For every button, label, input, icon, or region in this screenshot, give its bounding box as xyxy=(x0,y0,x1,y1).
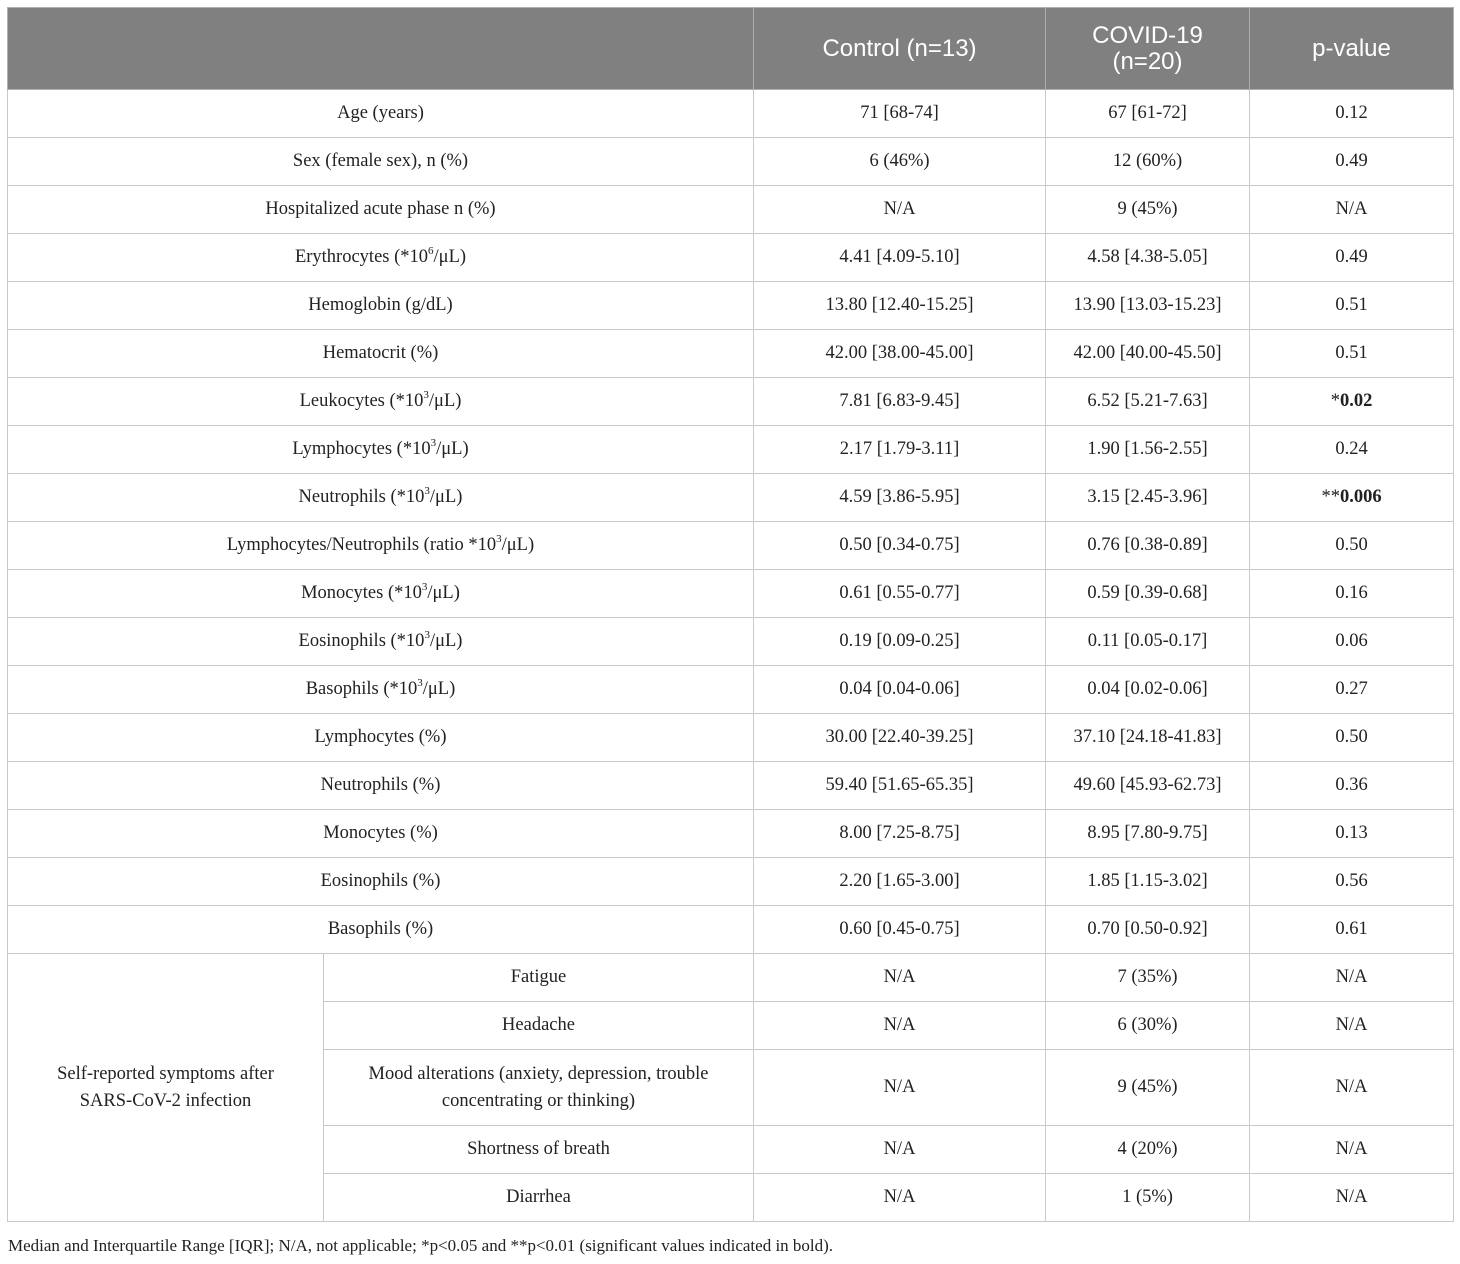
control-value: N/A xyxy=(754,954,1046,1002)
covid-value: 8.95 [7.80-9.75] xyxy=(1046,810,1250,858)
symptom-label: Headache xyxy=(324,1002,754,1050)
control-value: N/A xyxy=(754,1174,1046,1222)
row-label: Eosinophils (%) xyxy=(8,858,754,906)
row-label-exponent: 3 xyxy=(421,580,428,593)
row-label: Hematocrit (%) xyxy=(8,330,754,378)
control-value: 0.50 [0.34-0.75] xyxy=(754,522,1046,570)
control-value: 0.19 [0.09-0.25] xyxy=(754,618,1046,666)
row-label: Age (years) xyxy=(8,90,754,138)
table-row xyxy=(8,858,1454,906)
covid-value: 12 (60%) xyxy=(1046,138,1250,186)
control-value: 6 (46%) xyxy=(754,138,1046,186)
header-covid-line2: (n=20) xyxy=(1112,47,1183,75)
significance-mark: ** xyxy=(1321,487,1340,507)
covid-value: 0.11 [0.05-0.17] xyxy=(1046,618,1250,666)
table-row xyxy=(8,906,1454,954)
control-value: 8.00 [7.25-8.75] xyxy=(754,810,1046,858)
covid-value: 1.90 [1.56-2.55] xyxy=(1046,426,1250,474)
p-value: 0.49 xyxy=(1250,234,1454,282)
row-label-exponent: 3 xyxy=(430,436,437,449)
covid-value: 42.00 [40.00-45.50] xyxy=(1046,330,1250,378)
covid-value: 1 (5%) xyxy=(1046,1174,1250,1222)
symptom-row xyxy=(8,954,1454,1002)
row-label-exponent: 3 xyxy=(424,484,430,497)
control-value: 42.00 [38.00-45.00] xyxy=(754,330,1046,378)
header-row xyxy=(8,8,1454,90)
covid-value: 49.60 [45.93-62.73] xyxy=(1046,762,1250,810)
p-value: 0.50 xyxy=(1250,714,1454,762)
row-label-unit: /μL) xyxy=(427,583,460,603)
table-row xyxy=(8,186,1454,234)
table-row xyxy=(8,714,1454,762)
p-value: N/A xyxy=(1250,1050,1454,1126)
control-value: 30.00 [22.40-39.25] xyxy=(754,714,1046,762)
symptom-label: Diarrhea xyxy=(324,1174,754,1222)
table-row xyxy=(8,810,1454,858)
p-value: N/A xyxy=(1250,954,1454,1002)
p-value: 0.49 xyxy=(1250,138,1454,186)
p-value: N/A xyxy=(1250,1174,1454,1222)
covid-value: 0.59 [0.39-0.68] xyxy=(1046,570,1250,618)
covid-value: 37.10 [24.18-41.83] xyxy=(1046,714,1250,762)
symptom-label-line2: concentrating or thinking) xyxy=(441,1090,636,1111)
row-label: Hospitalized acute phase n (%) xyxy=(8,186,754,234)
row-label-text: Lymphocytes (*10 xyxy=(292,439,431,459)
row-label xyxy=(8,522,754,570)
symptom-label-line1: Mood alterations (anxiety, depression, trouble xyxy=(368,1063,709,1084)
row-label: Monocytes (%) xyxy=(8,810,754,858)
symptom-label xyxy=(324,1050,754,1126)
header-control: Control (n=13) xyxy=(754,8,1046,90)
p-value xyxy=(1250,378,1454,426)
covid-value: 6 (30%) xyxy=(1046,1002,1250,1050)
row-label-exponent: 3 xyxy=(423,388,429,401)
control-value: N/A xyxy=(754,1126,1046,1174)
row-label: Basophils (%) xyxy=(8,906,754,954)
covid-value: 6.52 [5.21-7.63] xyxy=(1046,378,1250,426)
covid-value: 4 (20%) xyxy=(1046,1126,1250,1174)
p-value: 0.51 xyxy=(1250,282,1454,330)
control-value: 59.40 [51.65-65.35] xyxy=(754,762,1046,810)
table-row xyxy=(8,330,1454,378)
control-value: N/A xyxy=(754,186,1046,234)
covid-value: 3.15 [2.45-3.96] xyxy=(1046,474,1250,522)
row-label-text: Eosinophils (*10 xyxy=(298,631,425,651)
table-row xyxy=(8,474,1454,522)
symptom-label: Fatigue xyxy=(324,954,754,1002)
row-label-unit: /μL) xyxy=(436,439,469,459)
covid-value: 7 (35%) xyxy=(1046,954,1250,1002)
p-value: 0.50 xyxy=(1250,522,1454,570)
control-value: 0.04 [0.04-0.06] xyxy=(754,666,1046,714)
p-value: 0.61 xyxy=(1250,906,1454,954)
row-label-text: Leukocytes (*10 xyxy=(299,391,424,411)
control-value: 2.20 [1.65-3.00] xyxy=(754,858,1046,906)
row-label: Sex (female sex), n (%) xyxy=(8,138,754,186)
row-label-exponent: 3 xyxy=(496,532,502,545)
row-label-exponent: 3 xyxy=(424,628,430,641)
row-label xyxy=(8,474,754,522)
covid-value: 0.76 [0.38-0.89] xyxy=(1046,522,1250,570)
control-value: 0.61 [0.55-0.77] xyxy=(754,570,1046,618)
header-covid-line1: COVID-19 xyxy=(1092,21,1203,49)
row-label-text: Basophils (*10 xyxy=(305,679,418,699)
significance-mark: * xyxy=(1330,391,1340,411)
p-value: 0.56 xyxy=(1250,858,1454,906)
covid-value: 9 (45%) xyxy=(1046,186,1250,234)
p-value: 0.36 xyxy=(1250,762,1454,810)
covid-value: 67 [61-72] xyxy=(1046,90,1250,138)
table-row xyxy=(8,234,1454,282)
header-pvalue: p-value xyxy=(1250,8,1454,90)
p-value: 0.13 xyxy=(1250,810,1454,858)
control-value: N/A xyxy=(754,1050,1046,1126)
table-row xyxy=(8,90,1454,138)
row-label-unit: /μL) xyxy=(429,487,463,507)
control-value: 4.41 [4.09-5.10] xyxy=(754,234,1046,282)
row-label-unit: /μL) xyxy=(429,631,463,651)
row-label-exponent: 3 xyxy=(417,676,423,689)
table-row xyxy=(8,282,1454,330)
p-value: 0.06 xyxy=(1250,618,1454,666)
covid-value: 4.58 [4.38-5.05] xyxy=(1046,234,1250,282)
row-label-text: Lymphocytes/Neutrophils (ratio *10 xyxy=(226,535,497,555)
p-value: 0.27 xyxy=(1250,666,1454,714)
control-value: 4.59 [3.86-5.95] xyxy=(754,474,1046,522)
significant-p-value: 0.02 xyxy=(1339,391,1373,411)
covid-value: 0.70 [0.50-0.92] xyxy=(1046,906,1250,954)
symptoms-group-label xyxy=(8,954,324,1222)
p-value: 0.16 xyxy=(1250,570,1454,618)
row-label-text: Monocytes (*10 xyxy=(301,583,422,603)
header-covid xyxy=(1046,8,1250,90)
control-value: N/A xyxy=(754,1002,1046,1050)
row-label: Hemoglobin (g/dL) xyxy=(8,282,754,330)
table-footnote: Median and Interquartile Range [IQR]; N/A, not applicable; *p<0.05 and **p<0.01 (significant values indicated in bold). xyxy=(8,1236,834,1255)
table-row xyxy=(8,570,1454,618)
significant-p-value: 0.006 xyxy=(1339,487,1382,507)
covid-value: 1.85 [1.15-3.02] xyxy=(1046,858,1250,906)
p-value: N/A xyxy=(1250,1002,1454,1050)
table-row xyxy=(8,618,1454,666)
covid-value: 13.90 [13.03-15.23] xyxy=(1046,282,1250,330)
control-value: 2.17 [1.79-3.11] xyxy=(754,426,1046,474)
table-row xyxy=(8,426,1454,474)
table-row xyxy=(8,666,1454,714)
row-label-text: Erythrocytes (*10 xyxy=(294,247,429,267)
row-label xyxy=(8,234,754,282)
symptoms-group-label-line1: Self-reported symptoms after xyxy=(57,1063,274,1084)
p-value: 0.24 xyxy=(1250,426,1454,474)
table-row xyxy=(8,522,1454,570)
row-label xyxy=(8,570,754,618)
results-table xyxy=(7,7,1454,1222)
control-value: 71 [68-74] xyxy=(754,90,1046,138)
control-value: 7.81 [6.83-9.45] xyxy=(754,378,1046,426)
row-label xyxy=(8,426,754,474)
table-row xyxy=(8,138,1454,186)
row-label-unit: /μL) xyxy=(433,247,467,267)
covid-value: 9 (45%) xyxy=(1046,1050,1250,1126)
control-value: 13.80 [12.40-15.25] xyxy=(754,282,1046,330)
table-row xyxy=(8,762,1454,810)
row-label-unit: /μL) xyxy=(422,679,456,699)
row-label xyxy=(8,378,754,426)
row-label-text: Neutrophils (*10 xyxy=(298,487,425,507)
row-label-unit: /μL) xyxy=(501,535,535,555)
row-label-unit: /μL) xyxy=(428,391,462,411)
p-value: 0.12 xyxy=(1250,90,1454,138)
row-label-exponent: 6 xyxy=(428,244,434,257)
table-row xyxy=(8,378,1454,426)
p-value: 0.51 xyxy=(1250,330,1454,378)
symptom-label: Shortness of breath xyxy=(324,1126,754,1174)
row-label: Neutrophils (%) xyxy=(8,762,754,810)
p-value: N/A xyxy=(1250,186,1454,234)
row-label xyxy=(8,666,754,714)
row-label: Lymphocytes (%) xyxy=(8,714,754,762)
symptoms-group-label-line2: SARS-CoV-2 infection xyxy=(79,1090,252,1111)
p-value xyxy=(1250,474,1454,522)
p-value: N/A xyxy=(1250,1126,1454,1174)
covid-value: 0.04 [0.02-0.06] xyxy=(1046,666,1250,714)
header-variable xyxy=(8,8,754,90)
control-value: 0.60 [0.45-0.75] xyxy=(754,906,1046,954)
row-label xyxy=(8,618,754,666)
